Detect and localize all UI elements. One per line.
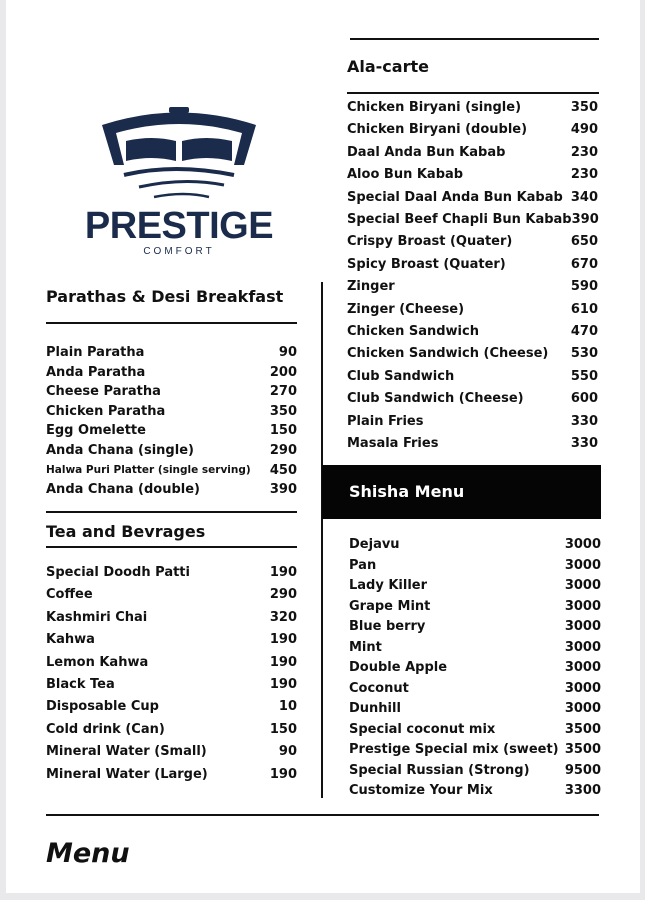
alacarte-top-divider [350,38,599,40]
menu-item-price: 3000 [564,578,601,593]
tea-divider [46,546,297,548]
menu-item-name: Anda Paratha [46,364,146,380]
menu-item [347,257,598,272]
breakfast-divider [46,322,297,324]
menu-item-name: Cold drink (Can) [46,721,165,737]
menu-item [349,681,601,696]
menu-item [46,384,297,399]
menu-item-name: Chicken Sandwich (Cheese) [347,346,549,362]
menu-item [46,565,297,580]
menu-item [347,414,598,429]
menu-item [349,578,601,593]
column-separator [321,282,323,798]
menu-item-price: 3000 [564,639,601,655]
menu-item-price: 3000 [564,660,601,675]
menu-item-price: 340 [570,189,598,205]
menu-item [347,122,598,137]
menu-item-name: Coconut [349,680,409,696]
menu-item-price: 350 [269,403,297,419]
menu-item-price: 150 [269,721,297,737]
menu-item [349,742,601,757]
menu-item-price: 200 [269,364,297,380]
menu-item-price: 290 [269,587,297,603]
menu-item [347,302,598,317]
menu-item-name: Special Doodh Patti [46,565,190,580]
menu-item-price: 190 [269,565,297,580]
menu-item [46,699,297,714]
menu-item-name: Club Sandwich (Cheese) [347,391,524,407]
menu-item [46,744,297,759]
menu-item [46,482,297,497]
menu-item-price: 490 [570,122,598,138]
menu-item [349,701,601,716]
menu-item [347,234,598,249]
menu-item [347,279,598,294]
menu-item [349,763,601,778]
menu-item-price: 190 [269,677,297,692]
tea-list [46,565,297,790]
menu-item [46,632,297,647]
menu-item-price: 450 [269,462,297,478]
menu-item-price: 270 [269,384,297,400]
menu-item [46,767,297,782]
menu-item-price: 190 [269,766,297,782]
menu-item [347,436,598,451]
shisha-header [322,465,601,519]
menu-item-name: Chicken Sandwich [347,324,479,339]
menu-item-name: Mineral Water (Large) [46,766,208,782]
prestige-logo [84,105,274,265]
menu-item-price: 350 [570,100,598,115]
menu-item-price: 3000 [564,557,601,573]
menu-item-price: 600 [570,391,598,407]
tea-top-divider [46,511,297,513]
menu-item-name: Chicken Paratha [46,403,166,419]
menu-item-name: Plain Fries [347,413,424,429]
menu-item [46,610,297,625]
menu-item [347,391,598,406]
menu-item-name: Zinger (Cheese) [347,301,465,317]
menu-item [46,443,297,458]
menu-item [347,369,598,384]
brand-tagline: COMFORT [143,246,215,257]
menu-item-name: Mint [349,639,382,655]
menu-item [347,167,598,182]
menu-item-name: Anda Chana (double) [46,482,200,498]
menu-page [6,0,640,893]
breakfast-list [46,345,297,505]
tea-title: Tea and Bevrages [46,522,206,541]
menu-item-price: 190 [269,632,297,648]
breakfast-title: Parathas & Desi Breakfast [46,287,284,306]
menu-item-price: 3000 [564,619,601,634]
menu-item-name: Masala Fries [347,436,439,451]
menu-item [347,190,598,205]
menu-item [46,587,297,602]
menu-item [349,660,601,675]
menu-item [347,324,598,339]
menu-item-name: Mineral Water (Small) [46,744,207,760]
menu-item [347,346,598,361]
menu-item-price: 530 [570,346,598,362]
brand-name: PRESTIGE [84,205,274,247]
menu-item-price: 3300 [564,783,601,798]
menu-item-price: 550 [570,368,598,384]
menu-item-price: 290 [269,443,297,458]
menu-item-name: Crispy Broast (Quater) [347,234,513,250]
bed-frame-icon [84,105,274,205]
menu-item-name: Special Russian (Strong) [349,762,530,778]
menu-item-price: 650 [570,234,598,250]
menu-item-name: Special coconut mix [349,721,496,737]
menu-item-name: Zinger [347,279,395,295]
menu-item [349,599,601,614]
menu-item [46,404,297,419]
menu-item-name: Anda Chana (single) [46,443,194,458]
menu-item-name: Spicy Broast (Quater) [347,256,506,272]
menu-item [349,722,601,737]
menu-item-name: Chicken Biryani (single) [347,100,522,115]
shisha-title: Shisha Menu [349,482,465,501]
shisha-list [349,537,601,804]
menu-item [349,619,601,634]
menu-item-name: Blue berry [349,619,426,634]
menu-item-name: Egg Omelette [46,423,146,439]
menu-item-price: 3500 [564,721,601,737]
menu-item [46,463,297,478]
menu-item-price: 150 [269,423,297,439]
menu-item-name: Black Tea [46,677,115,692]
menu-item-price: 590 [570,279,598,295]
menu-item [347,145,598,160]
menu-item-name: Aloo Bun Kabab [347,167,464,183]
menu-item-price: 230 [570,167,598,183]
menu-item-name: Dejavu [349,537,400,552]
menu-item-name: Pan [349,557,377,573]
menu-item-name: Daal Anda Bun Kabab [347,144,506,160]
footer-divider [46,814,599,816]
menu-item-name: Cheese Paratha [46,384,161,400]
alacarte-title: Ala-carte [347,57,429,76]
menu-item-price: 670 [570,256,598,272]
menu-item-price: 330 [570,413,598,429]
menu-item [349,783,601,798]
menu-item-price: 9500 [564,762,601,778]
menu-item-name: Grape Mint [349,598,431,614]
menu-item [349,537,601,552]
menu-item-name: Prestige Special mix (sweet) [349,742,559,757]
menu-item-name: Lady Killer [349,578,428,593]
menu-item-price: 330 [570,436,598,451]
menu-item [46,677,297,692]
menu-item [347,100,598,115]
alacarte-divider [347,92,599,94]
menu-item [46,423,297,438]
menu-item-price: 3000 [564,680,601,696]
menu-item-name: Dunhill [349,701,401,716]
menu-item-name: Club Sandwich [347,368,455,384]
menu-item-name: Chicken Biryani (double) [347,122,528,138]
menu-item-name: Halwa Puri Platter (single serving) [46,464,251,477]
menu-item-price: 3000 [564,537,601,552]
menu-item-price: 3000 [564,598,601,614]
menu-item-price: 390 [571,212,599,227]
menu-item [347,212,598,227]
menu-item-price: 390 [269,482,297,498]
menu-item-price: 90 [278,744,297,760]
menu-item [349,640,601,655]
menu-item-name: Kahwa [46,632,95,648]
menu-item-price: 3500 [564,742,601,757]
menu-item-price: 320 [269,609,297,625]
footer-title: Menu [46,838,130,869]
alacarte-list [347,100,598,460]
menu-item [349,558,601,573]
menu-item-price: 10 [278,699,297,715]
menu-item-name: Coffee [46,587,93,603]
menu-item-price: 230 [570,144,598,160]
menu-item-name: Plain Paratha [46,345,145,360]
menu-item-price: 470 [570,324,598,339]
menu-item-price: 190 [269,654,297,670]
menu-item-price: 3000 [564,701,601,716]
menu-item-name: Kashmiri Chai [46,609,148,625]
menu-item [46,722,297,737]
menu-item-name: Double Apple [349,660,448,675]
menu-item [46,345,297,360]
menu-item-price: 90 [278,345,297,360]
menu-item-name: Customize Your Mix [349,783,493,798]
menu-item [46,365,297,380]
menu-item-name: Special Beef Chapli Bun Kabab [347,212,572,227]
menu-item-name: Lemon Kahwa [46,654,149,670]
menu-item-name: Disposable Cup [46,699,159,715]
menu-item-name: Special Daal Anda Bun Kabab [347,189,563,205]
menu-item-price: 610 [570,301,598,317]
menu-item [46,655,297,670]
